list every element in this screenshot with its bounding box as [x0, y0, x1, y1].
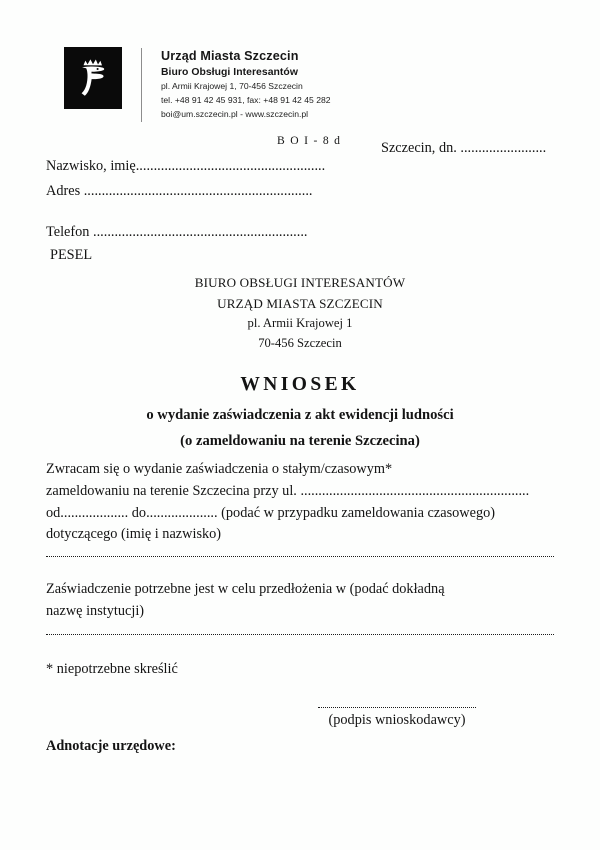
form-code: B O I - 8 d: [277, 134, 342, 147]
addressee-line-2: URZĄD MIASTA SZCZECIN: [217, 295, 383, 311]
addressee-line-1: BIURO OBSŁUGI INTERESANTÓW: [194, 275, 406, 290]
szczecin-griffin-crest-icon: [64, 47, 122, 109]
letterhead-text: [161, 47, 331, 122]
letterhead-contact: boi@um.szczecin.pl - www.szczecin.pl: [161, 109, 309, 120]
official-annotations-heading: Adnotacje urzędowe:: [46, 738, 176, 754]
purpose-line-1: Zaświadczenie potrzebne jest w celu przedłożenia w (podać dokładną: [46, 581, 445, 597]
request-line-2[interactable]: zameldowaniu na terenie Szczecina przy ul. ................................................................: [46, 483, 530, 499]
organization-name: Urząd Miasta Szczecin: [161, 49, 299, 63]
purpose-line-2: nazwę instytucji): [46, 603, 145, 619]
addressee-block: [0, 273, 600, 354]
applicant-pesel-field[interactable]: PESEL: [50, 247, 93, 263]
footnote: * niepotrzebne skreślić: [46, 661, 178, 677]
purpose-fill-in-rule[interactable]: [46, 634, 554, 635]
request-line-1: Zwracam się o wydanie zaświadczenia o stałym/czasowym*: [46, 461, 393, 477]
request-line-3[interactable]: od................... do.................... (podać w przypadku zameldowania czasowego): [46, 505, 496, 521]
applicant-address-field[interactable]: Adres ................................................................: [46, 183, 313, 199]
applicant-name-field[interactable]: Nazwisko, imię.....................................................: [46, 158, 326, 174]
signature-line[interactable]: [318, 707, 476, 708]
department-name: Biuro Obsługi Interesantów: [161, 67, 298, 79]
letterhead: [64, 47, 331, 122]
signature-caption: (podpis wnioskodawcy): [328, 712, 466, 728]
place-date-field[interactable]: Szczecin, dn. ........................: [381, 140, 547, 156]
title-subtitle-2: (o zameldowaniu na terenie Szczecina): [180, 433, 420, 450]
letterhead-address: pl. Armii Krajowej 1, 70-456 Szczecin: [161, 81, 303, 92]
addressee-line-3: pl. Armii Krajowej 1: [247, 316, 353, 331]
applicant-phone-field[interactable]: Telefon ............................................................: [46, 224, 308, 240]
letterhead-phone: tel. +48 91 42 45 931, fax: +48 91 42 45 282: [161, 95, 331, 106]
request-line-4: dotyczącego (imię i nazwisko): [46, 526, 222, 542]
addressee-line-4: 70-456 Szczecin: [258, 335, 342, 350]
title-subtitle-1: o wydanie zaświadczenia z akt ewidencji ludności: [146, 407, 454, 424]
letterhead-divider: [141, 48, 142, 122]
request-fill-in-rule[interactable]: [46, 556, 554, 557]
document-title-block: [0, 373, 600, 452]
page-title: WNIOSEK: [240, 374, 360, 395]
